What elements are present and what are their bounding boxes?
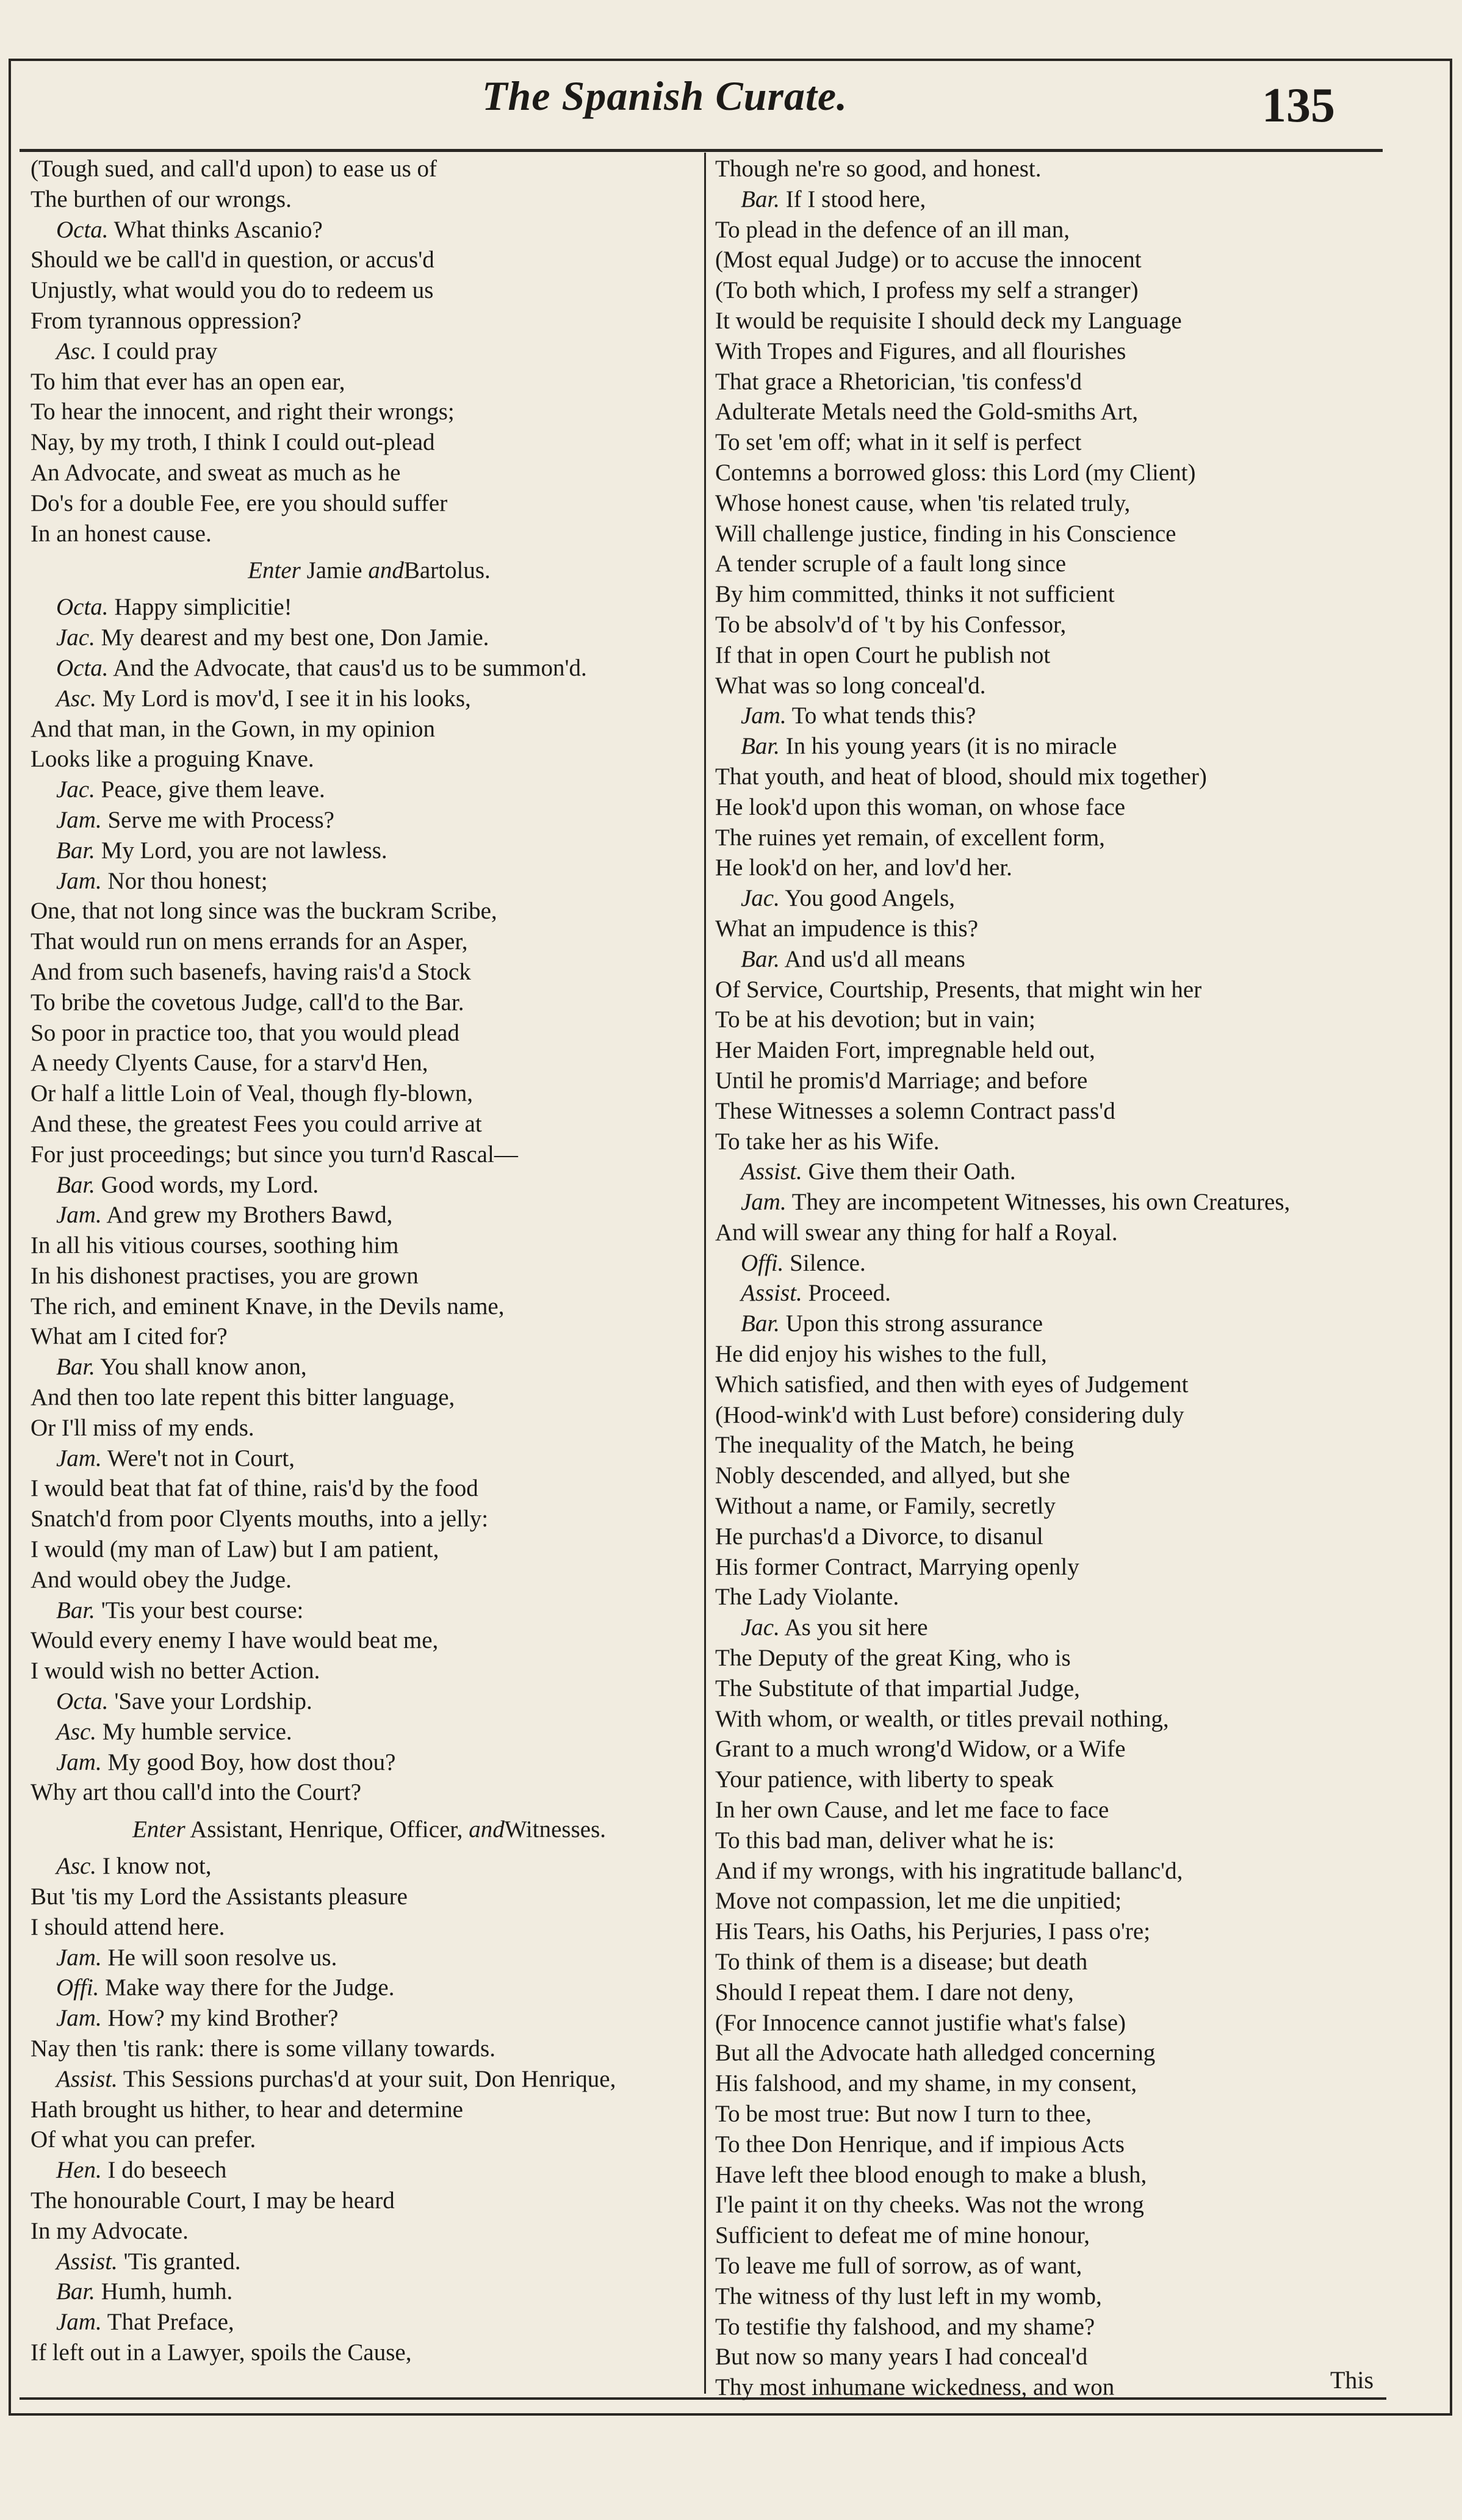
speaker-name: Jam.: [56, 2309, 102, 2336]
speech-line: [31, 684, 708, 714]
speech-line: [715, 883, 1399, 914]
verse-line: But all the Advocate hath alledged concerning: [715, 2040, 1156, 2067]
speech-line: [31, 2276, 708, 2307]
verse-line: By him committed, thinks it not sufficient: [715, 581, 1115, 608]
verse-line: He purchas'd a Divorce, to disanul: [715, 1523, 1043, 1550]
verse-line: To him that ever has an open ear,: [31, 368, 345, 395]
speech-text: He will soon resolve us.: [107, 1944, 337, 1971]
page-number: 135: [1262, 79, 1335, 132]
speech-text: I know not,: [102, 1853, 212, 1880]
verse-line: Do's for a double Fee, ere you should suffer: [31, 489, 448, 516]
verse-line: With whom, or wealth, or titles prevail nothing,: [715, 1705, 1169, 1732]
verse-line: Have left thee blood enough to make a blush,: [715, 2161, 1147, 2188]
speech-line: [31, 836, 708, 866]
speaker-name: Offi.: [741, 1249, 784, 1276]
verse-line: The Substitute of that impartial Judge,: [715, 1675, 1080, 1702]
verse-line: And from such basenefs, having rais'd a Stock: [31, 958, 471, 985]
verse-line: Though ne're so good, and honest.: [715, 156, 1042, 182]
verse-line: To be absolv'd of 't by his Confessor,: [715, 611, 1067, 638]
speech-line: [31, 2247, 708, 2277]
speech-text: Proceed.: [808, 1280, 891, 1307]
speaker-name: Jam.: [741, 1189, 787, 1216]
verse-line: Adulterate Metals need the Gold-smiths Art,: [715, 399, 1139, 425]
verse-line: If left out in a Lawyer, spoils the Cause,: [31, 2339, 412, 2366]
stage-direction-names: Assistant, Henrique, Officer,: [190, 1816, 463, 1843]
catchword: This: [1330, 2366, 1374, 2394]
speaker-name: Asc.: [56, 1718, 97, 1745]
speech-line: [31, 1973, 708, 2003]
verse-line: But now so many years I had conceal'd: [715, 2344, 1088, 2370]
speech-line: [31, 1200, 708, 1230]
verse-line: Grant to a much wrong'd Widow, or a Wife: [715, 1736, 1126, 1763]
verse-line: (For Innocence cannot justifie what's false): [715, 2009, 1126, 2036]
verse-line: A needy Clyents Cause, for a starv'd Hen,: [31, 1050, 428, 1077]
verse-line: (Tough sued, and call'd upon) to ease us of: [31, 156, 438, 182]
stage-direction: [31, 549, 708, 592]
speech-text: They are incompetent Witnesses, his own Creatures,: [791, 1189, 1291, 1216]
verse-line: In his dishonest practises, you are grown: [31, 1262, 419, 1289]
speech-line: [31, 592, 708, 623]
speaker-name: Octa.: [56, 654, 109, 681]
speech-text: My humble service.: [102, 1718, 292, 1745]
verse-line: Thy most inhumane wickedness, and won: [715, 2374, 1115, 2401]
speaker-name: Assist.: [56, 2248, 118, 2275]
verse-line: Without a name, or Family, secretly: [715, 1493, 1056, 1520]
speaker-name: Bar.: [56, 837, 95, 864]
speech-line: [31, 1747, 708, 1778]
speech-text: If I stood here,: [785, 186, 926, 212]
speech-line: [31, 1443, 708, 1474]
speech-text: My Lord is mov'd, I see it in his looks,: [102, 685, 471, 712]
speech-line: [31, 805, 708, 836]
speech-line: [31, 336, 708, 367]
stage-direction-names: Jamie: [306, 557, 362, 584]
speech-line: [715, 1612, 1399, 1643]
verse-line: To plead in the defence of an ill man,: [715, 216, 1070, 243]
speaker-name: Assist.: [741, 1280, 802, 1307]
speech-text: Nor thou honest;: [107, 867, 268, 894]
verse-line: Of what you can prefer.: [31, 2126, 256, 2153]
stage-direction: [31, 1808, 708, 1851]
verse-line: And would obey the Judge.: [31, 1566, 292, 1593]
speech-text: 'Tis granted.: [123, 2248, 241, 2275]
speaker-name: Bar.: [56, 1171, 95, 1198]
stage-direction-word: and: [368, 557, 404, 584]
verse-line: Why art thou call'd into the Court?: [31, 1779, 362, 1806]
left-column: [31, 154, 708, 2368]
verse-line: But 'tis my Lord the Assistants pleasure: [31, 1883, 408, 1910]
speech-text: 'Tis your best course:: [101, 1597, 304, 1623]
running-title: The Spanish Curate.: [482, 73, 848, 119]
verse-line: He look'd on her, and lov'd her.: [715, 854, 1012, 881]
verse-line: He look'd upon this woman, on whose face: [715, 793, 1126, 820]
verse-line: A tender scruple of a fault long since: [715, 551, 1067, 577]
header-rule: [20, 149, 1383, 152]
verse-line: And will swear any thing for half a Royal.: [715, 1219, 1118, 1246]
speech-line: [31, 2064, 708, 2095]
verse-line: Unjustly, what would you do to redeem us: [31, 277, 434, 304]
speech-line: [31, 1595, 708, 1626]
verse-line: With Tropes and Figures, and all flourishes: [715, 338, 1126, 364]
verse-line: I would wish no better Action.: [31, 1658, 320, 1684]
speech-text: As you sit here: [784, 1614, 928, 1641]
speech-text: Upon this strong assurance: [785, 1310, 1043, 1337]
speaker-name: Jam.: [56, 2005, 102, 2032]
speaker-name: Bar.: [741, 186, 780, 212]
speaker-name: Bar.: [741, 945, 780, 972]
speech-line: [715, 1278, 1399, 1309]
verse-line: These Witnesses a solemn Contract pass'd: [715, 1097, 1115, 1124]
speech-text: I do beseech: [107, 2157, 227, 2184]
verse-line: What an impudence is this?: [715, 915, 979, 942]
speech-text: 'Save your Lordship.: [114, 1688, 312, 1715]
verse-line: In my Advocate.: [31, 2217, 189, 2244]
verse-line: Until he promis'd Marriage; and before: [715, 1067, 1088, 1094]
verse-line: I would (my man of Law) but I am patient,: [31, 1536, 439, 1563]
speech-text: And us'd all means: [784, 945, 965, 972]
speech-text: Humh, humh.: [101, 2278, 233, 2305]
verse-line: Hath brought us hither, to hear and determine: [31, 2096, 463, 2123]
speech-line: [31, 215, 708, 245]
speaker-name: Jac.: [56, 624, 95, 651]
speaker-name: Assist.: [741, 1158, 802, 1185]
speech-line: [715, 731, 1399, 762]
verse-line: Nay then 'tis rank: there is some villany towards.: [31, 2035, 495, 2062]
speech-line: [31, 1352, 708, 1382]
speech-text: To what tends this?: [791, 702, 976, 729]
verse-line: Or half a little Loin of Veal, though fly-blown,: [31, 1080, 473, 1107]
speech-text: You good Angels,: [785, 885, 956, 912]
speech-text: Happy simplicitie!: [114, 594, 292, 621]
speaker-name: Jam.: [56, 1445, 102, 1471]
speaker-name: Jam.: [56, 1944, 102, 1971]
verse-line: I would beat that fat of thine, rais'd by the food: [31, 1475, 478, 1502]
speaker-name: Hen.: [56, 2157, 102, 2184]
verse-line: Would every enemy I have would beat me,: [31, 1627, 439, 1654]
verse-line: Your patience, with liberty to speak: [715, 1766, 1054, 1793]
speech-text: This Sessions purchas'd at your suit, Don Henrique,: [123, 2065, 616, 2092]
speech-text: That Preface,: [107, 2309, 234, 2336]
verse-line: Of Service, Courtship, Presents, that might win her: [715, 976, 1202, 1003]
verse-line: To bribe the covetous Judge, call'd to the Bar.: [31, 989, 464, 1016]
speech-text: And grew my Brothers Bawd,: [106, 1202, 393, 1229]
verse-line: (Hood-wink'd with Lust before) considering duly: [715, 1401, 1184, 1428]
speaker-name: Bar.: [741, 1310, 780, 1337]
speech-line: [31, 1851, 708, 1882]
speech-text: Silence.: [790, 1249, 866, 1276]
speech-line: [715, 944, 1399, 975]
verse-line: The witness of thy lust left in my womb,: [715, 2283, 1102, 2309]
speech-line: [715, 1309, 1399, 1339]
verse-line: In an honest cause.: [31, 520, 212, 547]
verse-line: The Lady Violante.: [715, 1584, 899, 1611]
speech-text: Were't not in Court,: [107, 1445, 295, 1471]
speech-text: You shall know anon,: [100, 1354, 307, 1381]
speaker-name: Octa.: [56, 1688, 109, 1715]
speaker-name: Jam.: [56, 806, 102, 833]
speaker-name: Jac.: [56, 776, 95, 803]
speech-text: Good words, my Lord.: [101, 1171, 319, 1198]
verse-line: That grace a Rhetorician, 'tis confess'd: [715, 368, 1082, 395]
speaker-name: Jam.: [56, 1749, 102, 1775]
speech-line: [715, 184, 1399, 215]
verse-line: The inequality of the Match, he being: [715, 1432, 1075, 1459]
speaker-name: Bar.: [56, 2278, 95, 2305]
speech-text: My good Boy, how dost thou?: [107, 1749, 396, 1775]
verse-line: To leave me full of sorrow, as of want,: [715, 2252, 1082, 2279]
right-column: [715, 154, 1399, 2403]
verse-line: And that man, in the Gown, in my opinion: [31, 715, 435, 742]
speech-text: In his young years (it is no miracle: [785, 733, 1117, 760]
verse-line: It would be requisite I should deck my Language: [715, 307, 1182, 334]
verse-line: His falshood, and my shame, in my consent,: [715, 2070, 1137, 2097]
verse-line: And if my wrongs, with his ingratitude ballanc'd,: [715, 1857, 1183, 1884]
verse-line: In her own Cause, and let me face to face: [715, 1797, 1109, 1824]
verse-line: To hear the innocent, and right their wrongs;: [31, 399, 455, 425]
verse-line: To this bad man, deliver what he is:: [715, 1827, 1055, 1854]
verse-line: The rich, and eminent Knave, in the Devils name,: [31, 1293, 505, 1320]
speaker-name: Bar.: [56, 1354, 95, 1381]
verse-line: The burthen of our wrongs.: [31, 186, 292, 212]
verse-line: What was so long conceal'd.: [715, 672, 986, 699]
speech-text: Give them their Oath.: [808, 1158, 1016, 1185]
speech-line: [715, 1157, 1399, 1187]
speech-text: My dearest and my best one, Don Jamie.: [101, 624, 489, 651]
speech-line: [31, 653, 708, 684]
verse-line: To set 'em off; what in it self is perfect: [715, 429, 1082, 456]
speaker-name: Asc.: [56, 685, 97, 712]
verse-line: If that in open Court he publish not: [715, 641, 1051, 668]
speech-line: [31, 2155, 708, 2186]
speech-text: I could pray: [102, 338, 218, 364]
verse-line: And these, the greatest Fees you could arrive at: [31, 1110, 482, 1137]
verse-line: Contemns a borrowed gloss: this Lord (my Client): [715, 459, 1196, 486]
verse-line: To be at his devotion; but in vain;: [715, 1006, 1035, 1033]
verse-line: (Most equal Judge) or to accuse the innocent: [715, 247, 1142, 273]
verse-line: What am I cited for?: [31, 1323, 228, 1350]
speech-text: Serve me with Process?: [107, 806, 334, 833]
speech-line: [31, 866, 708, 897]
speaker-name: Bar.: [741, 733, 780, 760]
speaker-name: Asc.: [56, 1853, 97, 1880]
verse-line: Nay, by my troth, I think I could out-plead: [31, 429, 435, 456]
verse-line: He did enjoy his wishes to the full,: [715, 1341, 1047, 1368]
verse-line: In all his vitious courses, soothing him: [31, 1232, 399, 1259]
speaker-name: Jam.: [741, 702, 787, 729]
speaker-name: Jam.: [56, 867, 102, 894]
verse-line: To testifie thy falshood, and my shame?: [715, 2313, 1095, 2340]
verse-line: The ruines yet remain, of excellent form,: [715, 824, 1105, 851]
speech-text: Make way there for the Judge.: [105, 1974, 395, 2001]
speaker-name: Jac.: [741, 1614, 780, 1641]
speech-text: And the Advocate, that caus'd us to be summon'd.: [113, 654, 587, 681]
stage-direction-word: Enter: [248, 557, 301, 584]
speech-line: [31, 1943, 708, 1973]
speaker-name: Octa.: [56, 216, 109, 243]
verse-line: (To both which, I profess my self a stranger): [715, 277, 1139, 304]
speech-line: [715, 1248, 1399, 1279]
speech-line: [715, 701, 1399, 731]
speaker-name: Offi.: [56, 1974, 99, 2001]
verse-line: That would run on mens errands for an Asper,: [31, 928, 468, 955]
verse-line: Move not compassion, let me die unpitied;: [715, 1888, 1122, 1915]
verse-line: And then too late repent this bitter language,: [31, 1384, 455, 1411]
verse-line: Or I'll miss of my ends.: [31, 1414, 254, 1441]
speaker-name: Bar.: [56, 1597, 95, 1623]
verse-line: To take her as his Wife.: [715, 1128, 940, 1155]
verse-line: Looks like a proguing Knave.: [31, 746, 314, 773]
verse-line: An Advocate, and sweat as much as he: [31, 459, 401, 486]
speech-line: [31, 774, 708, 805]
speech-text: Peace, give them leave.: [101, 776, 325, 803]
verse-line: That youth, and heat of blood, should mix together): [715, 763, 1207, 790]
speaker-name: Assist.: [56, 2065, 118, 2092]
verse-line: Will challenge justice, finding in his Conscience: [715, 520, 1176, 547]
speech-line: [715, 1187, 1399, 1218]
speech-line: [31, 623, 708, 653]
verse-line: Should I repeat them. I dare not deny,: [715, 1979, 1074, 2006]
verse-line: For just proceedings; but since you turn'd Rascal—: [31, 1141, 518, 1168]
verse-line: One, that not long since was the buckram Scribe,: [31, 898, 497, 925]
verse-line: From tyrannous oppression?: [31, 307, 302, 334]
speech-line: [31, 2307, 708, 2338]
verse-line: Nobly descended, and allyed, but she: [715, 1462, 1070, 1489]
speech-text: My Lord, you are not lawless.: [101, 837, 387, 864]
stage-direction-names: Witnesses.: [504, 1816, 607, 1843]
verse-line: To thee Don Henrique, and if impious Acts: [715, 2131, 1125, 2157]
verse-line: So poor in practice too, that you would plead: [31, 1019, 459, 1046]
speech-line: [31, 2003, 708, 2034]
verse-line: To think of them is a disease; but death: [715, 1949, 1088, 1976]
verse-line: His former Contract, Marrying openly: [715, 1553, 1079, 1580]
speech-text: How? my kind Brother?: [107, 2005, 339, 2032]
verse-line: To be most true: But now I turn to thee,: [715, 2101, 1092, 2127]
verse-line: Should we be call'd in question, or accus'd: [31, 247, 434, 273]
verse-line: His Tears, his Oaths, his Perjuries, I pass o're;: [715, 1918, 1151, 1945]
speaker-name: Jac.: [741, 885, 780, 912]
verse-line: Snatch'd from poor Clyents mouths, into a jelly:: [31, 1506, 489, 1533]
speech-line: [31, 1686, 708, 1717]
verse-line: The Deputy of the great King, who is: [715, 1645, 1071, 1672]
verse-line: Sufficient to defeat me of mine honour,: [715, 2222, 1090, 2249]
speaker-name: Octa.: [56, 594, 109, 621]
speech-line: [31, 1717, 708, 1747]
verse-line: Her Maiden Fort, impregnable held out,: [715, 1037, 1095, 1064]
page-header: [0, 66, 1462, 133]
verse-line: I'le paint it on thy cheeks. Was not the wrong: [715, 2192, 1144, 2219]
verse-line: The honourable Court, I may be heard: [31, 2187, 395, 2214]
stage-direction-word: Enter: [132, 1816, 185, 1843]
speaker-name: Asc.: [56, 338, 97, 364]
stage-direction-names: Bartolus.: [403, 557, 491, 584]
speaker-name: Jam.: [56, 1202, 102, 1229]
stage-direction-word: and: [469, 1816, 505, 1843]
speech-text: What thinks Ascanio?: [113, 216, 323, 243]
verse-line: Which satisfied, and then with eyes of Judgement: [715, 1371, 1189, 1398]
verse-line: I should attend here.: [31, 1913, 225, 1940]
verse-line: Whose honest cause, when 'tis related truly,: [715, 489, 1131, 516]
speech-line: [31, 1170, 708, 1200]
